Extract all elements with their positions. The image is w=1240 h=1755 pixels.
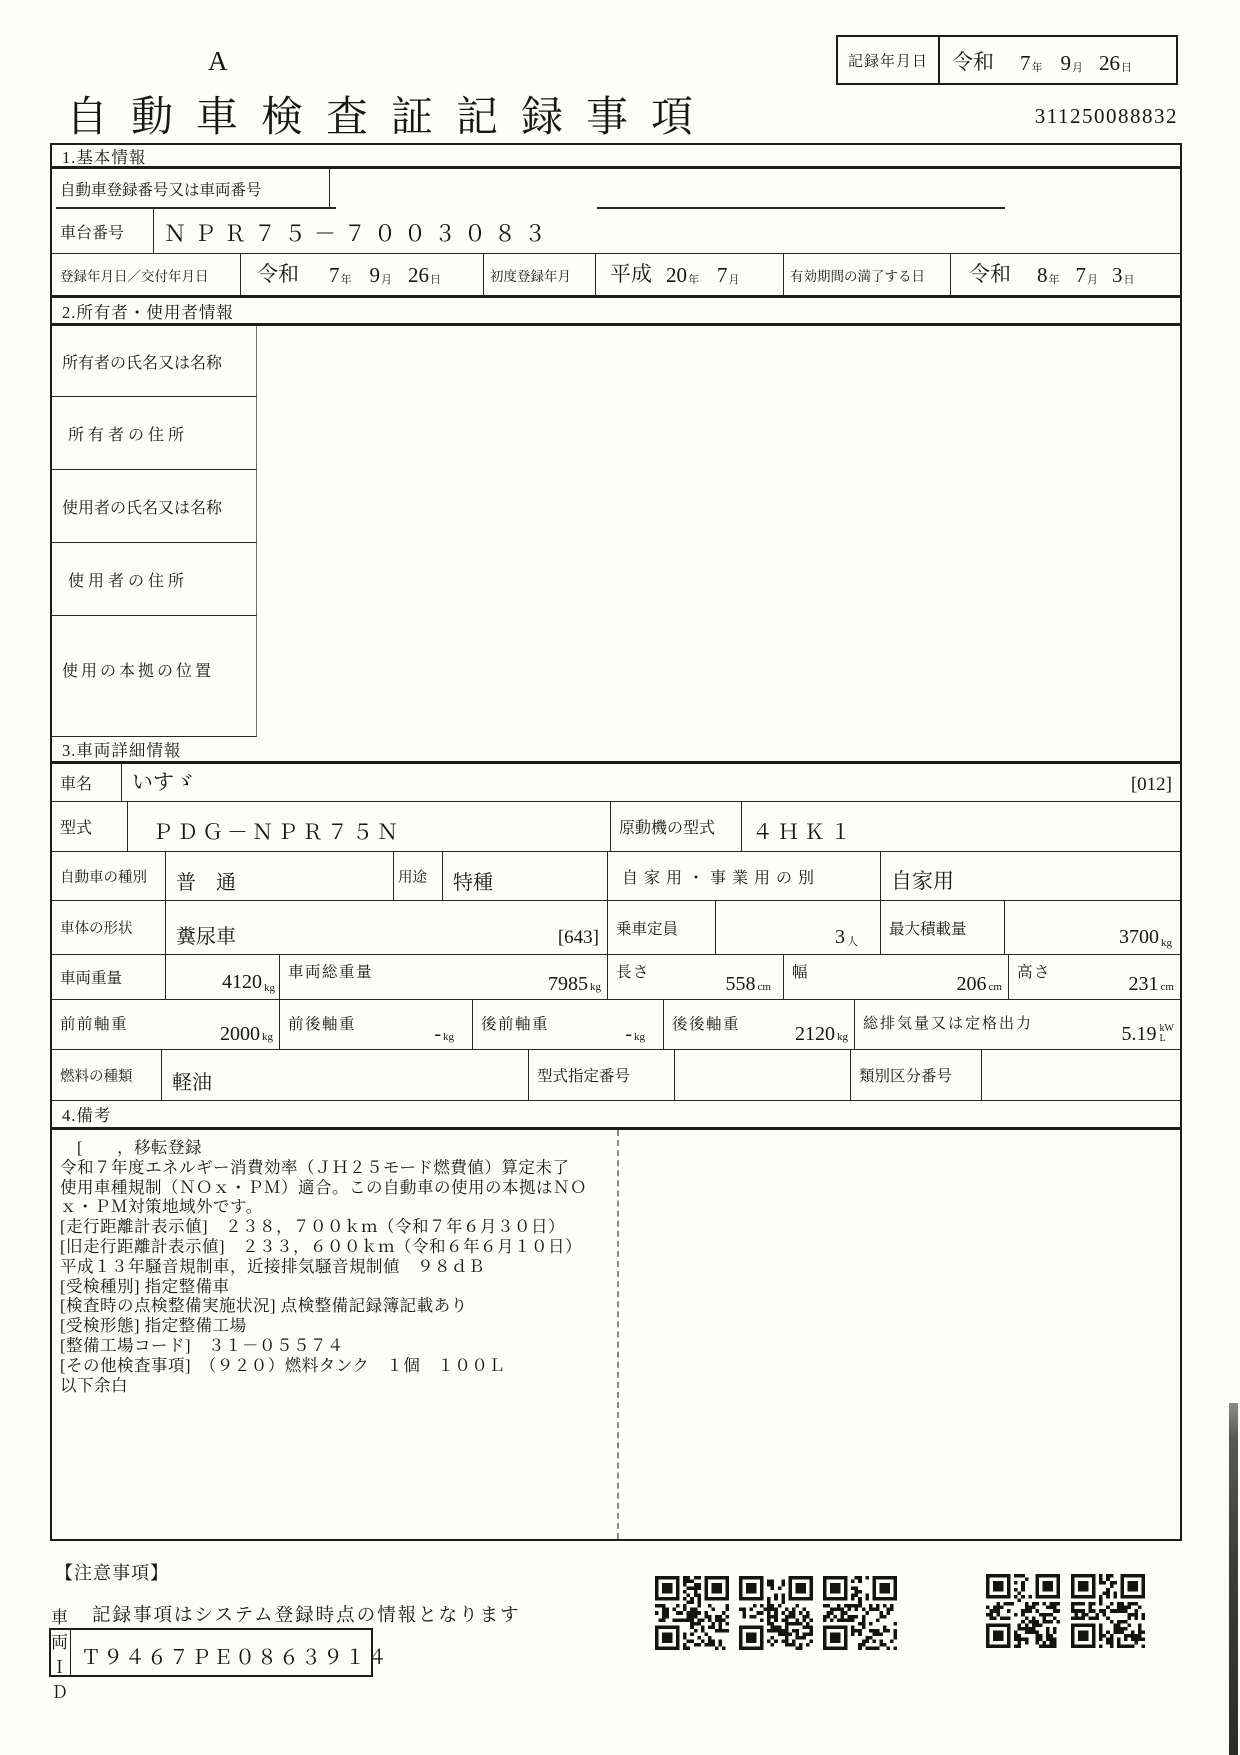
page-title: 自動車検査証記録事項 xyxy=(66,95,717,141)
record-date-value: 令和 7 年 9 月 26 日 xyxy=(952,50,1132,75)
axle-rr-label: 後後軸重 xyxy=(672,1016,741,1033)
body-shape-row xyxy=(52,901,1180,955)
width-value: 206 cm xyxy=(956,973,1002,995)
model-label: 型式 xyxy=(52,802,128,851)
body-shape-label: 車体の形状 xyxy=(52,901,166,954)
remark-line: [走行距離計表示値] ２３８，７００ｋｍ（令和７年６月３０日） xyxy=(60,1217,565,1237)
body-shape-value: 糞尿車 [643] xyxy=(166,901,608,954)
capacity-label: 乗車定員 xyxy=(608,901,716,954)
chassis-number-row xyxy=(52,209,1180,254)
notice-text: 記録事項はシステム登録時点の情報となります xyxy=(92,1606,521,1626)
remark-line: [検査時の点検整備実施状況] 点検整備記録簿記載あり xyxy=(60,1296,468,1316)
section4-heading: 4.備考 xyxy=(52,1101,1180,1130)
axle-rf-value: - kg xyxy=(625,1023,645,1045)
qr-code xyxy=(655,1576,729,1650)
fuel-type-label: 燃料の種類 xyxy=(52,1050,162,1100)
body-shape-code: [643] xyxy=(557,927,599,948)
model-row xyxy=(52,802,1180,852)
remark-line: ｘ・ＰＭ対策地域外です。 xyxy=(60,1197,263,1217)
qr-code xyxy=(739,1576,813,1650)
remark-line: [整備工場コード] ３１－０５５７４ xyxy=(60,1335,344,1355)
class-code-value xyxy=(982,1050,1180,1100)
dates-row xyxy=(52,254,1180,298)
record-date-box xyxy=(836,35,1178,85)
model-value: ＰＤＧ－ＮＰＲ７５Ｎ xyxy=(128,802,611,851)
gross-weight-label: 車両総重量 xyxy=(288,964,374,981)
displacement-label: 総排気量又は定格出力 xyxy=(863,1016,1034,1032)
first-registration-value: 平成 20 年 7 月 xyxy=(596,254,784,295)
section2-heading: 2.所有者・使用者情報 xyxy=(52,298,1180,326)
axle-rf-cell xyxy=(473,1000,664,1049)
corner-mark: A xyxy=(208,46,228,76)
registration-date-value: 令和 7 年 9 月 26 日 xyxy=(241,254,484,295)
record-date-label: 記録年月日 xyxy=(838,37,940,83)
remark-line: [受検形態] 指定整備工場 xyxy=(60,1316,247,1336)
qr-code xyxy=(1071,1574,1145,1648)
length-cell xyxy=(608,955,784,999)
remark-line: [その他検査事項] （９２０）燃料タンク １個 １００Ｌ xyxy=(60,1355,506,1375)
car-name-label: 車名 xyxy=(52,764,122,801)
max-load-value: 3700 kg xyxy=(1119,926,1172,949)
owner-address-label: 所 有 者 の 住 所 xyxy=(52,397,257,470)
remarks-box xyxy=(52,1130,1180,1539)
axle-ff-cell xyxy=(52,1000,280,1049)
divider xyxy=(617,1130,619,1539)
length-label: 長さ xyxy=(616,964,651,981)
remark-line: [旧走行距離計表示値] ２３３，６００ｋｍ（令和６年６月１０日） xyxy=(60,1236,582,1256)
fuel-row xyxy=(52,1050,1180,1101)
chassis-number-label: 車台番号 xyxy=(52,209,154,253)
user-name-label: 使用者の氏名又は名称 xyxy=(52,470,257,543)
ownership-type-label: 自家用・事業用の別 xyxy=(608,852,881,900)
use-value: 特種 xyxy=(443,852,608,900)
type-approval-number-label: 型式指定番号 xyxy=(529,1050,675,1100)
axle-rr-cell xyxy=(664,1000,855,1049)
base-location-label: 使用の本拠の位置 xyxy=(52,616,257,737)
axle-weights-row xyxy=(52,1000,1180,1050)
qr-code xyxy=(823,1576,897,1650)
section3-heading: 3.車両詳細情報 xyxy=(52,737,1180,764)
width-cell xyxy=(784,955,1009,999)
vehicle-weight-label: 車両重量 xyxy=(52,955,166,999)
registration-number-row xyxy=(52,169,1180,209)
axle-fr-label: 前後軸重 xyxy=(288,1016,357,1033)
expiry-date-label: 有効期間の満了する日 xyxy=(784,254,951,295)
axle-fr-value: - kg xyxy=(434,1023,454,1045)
car-name-row xyxy=(52,764,1180,802)
type-approval-number-value xyxy=(675,1050,851,1100)
displacement-value: 5.19 kW L xyxy=(1121,1023,1174,1045)
registration-number-label: 自動車登録番号又は車両番号 xyxy=(52,169,330,209)
axle-ff-value: 2000 kg xyxy=(220,1023,273,1045)
remarks-text xyxy=(60,1138,610,1395)
ownership-type-value: 自家用 xyxy=(891,869,954,893)
gross-weight-value: 7985 kg xyxy=(548,973,601,995)
axle-rr-value: 2120 kg xyxy=(795,1023,848,1045)
remark-line: [ ，移転登録 xyxy=(60,1138,202,1157)
car-name-code: [012] xyxy=(1130,774,1172,795)
remark-line: 以下余白 xyxy=(60,1375,128,1395)
section1-heading: 1.基本情報 xyxy=(52,145,1180,169)
height-label: 高さ xyxy=(1017,964,1052,981)
vehicle-id-label: 車両ＩＤ xyxy=(51,1607,70,1702)
height-value: 231 cm xyxy=(1128,973,1174,995)
registration-date-label: 登録年月日／交付年月日 xyxy=(52,254,241,295)
use-label: 用途 xyxy=(394,852,443,900)
remark-line: 平成１３年騒音規制車，近接排気騒音規制値 ９８ｄＢ xyxy=(60,1256,485,1276)
document-number: 311250088832 xyxy=(1034,104,1178,128)
remark-line: [受検種別] 指定整備車 xyxy=(60,1276,230,1296)
height-cell xyxy=(1009,955,1180,999)
weights-dimensions-row xyxy=(52,955,1180,1000)
vehicle-kind-value: 普 通 xyxy=(166,852,394,900)
vehicle-kind-row xyxy=(52,852,1180,901)
engine-model-value: ４ＨＫ１ xyxy=(752,820,856,844)
capacity-value: 3 人 xyxy=(716,901,881,954)
main-table xyxy=(50,143,1182,1541)
axle-ff-label: 前前軸重 xyxy=(60,1016,129,1033)
class-code-label: 類別区分番号 xyxy=(851,1050,982,1100)
owner-name-label: 所有者の氏名又は名称 xyxy=(52,326,257,397)
qr-code xyxy=(986,1574,1060,1648)
vehicle-weight-value: 4120 kg xyxy=(166,955,280,999)
chassis-number-value: ＮＰＲ７５－７００３０８３ xyxy=(164,221,555,246)
remark-line: 令和７年度エネルギー消費効率（ＪＨ２５モード燃費値）算定未了 xyxy=(60,1157,570,1177)
registration-number-value xyxy=(330,169,1180,209)
max-load-label: 最大積載量 xyxy=(881,901,1005,954)
displacement-cell xyxy=(855,1000,1180,1049)
user-address-label: 使 用 者 の 住 所 xyxy=(52,543,257,616)
expiry-date-value: 令和 8 年 7 月 3 日 xyxy=(969,262,1135,287)
fuel-type-value: 軽油 xyxy=(162,1050,529,1100)
width-label: 幅 xyxy=(792,964,810,981)
remark-line: 使用車種規制（ＮＯｘ・ＰＭ）適合。この自動車の使用の本拠はＮＯ xyxy=(60,1177,587,1197)
axle-fr-cell xyxy=(280,1000,473,1049)
axle-rf-label: 後前軸重 xyxy=(481,1016,550,1033)
scan-edge-artifact xyxy=(1229,1403,1238,1755)
notice-heading: 【注意事項】 xyxy=(55,1563,169,1583)
first-registration-label: 初度登録年月 xyxy=(484,254,596,295)
engine-model-label: 原動機の型式 xyxy=(611,802,742,851)
car-name-value: いすゞ xyxy=(132,770,195,794)
vehicle-kind-label: 自動車の種別 xyxy=(52,852,166,900)
length-value: 558 cm xyxy=(725,973,771,995)
gross-weight-cell xyxy=(280,955,608,999)
vehicle-id-value: Ｔ９４６７ＰＥ０８６３９１４ xyxy=(81,1647,389,1669)
